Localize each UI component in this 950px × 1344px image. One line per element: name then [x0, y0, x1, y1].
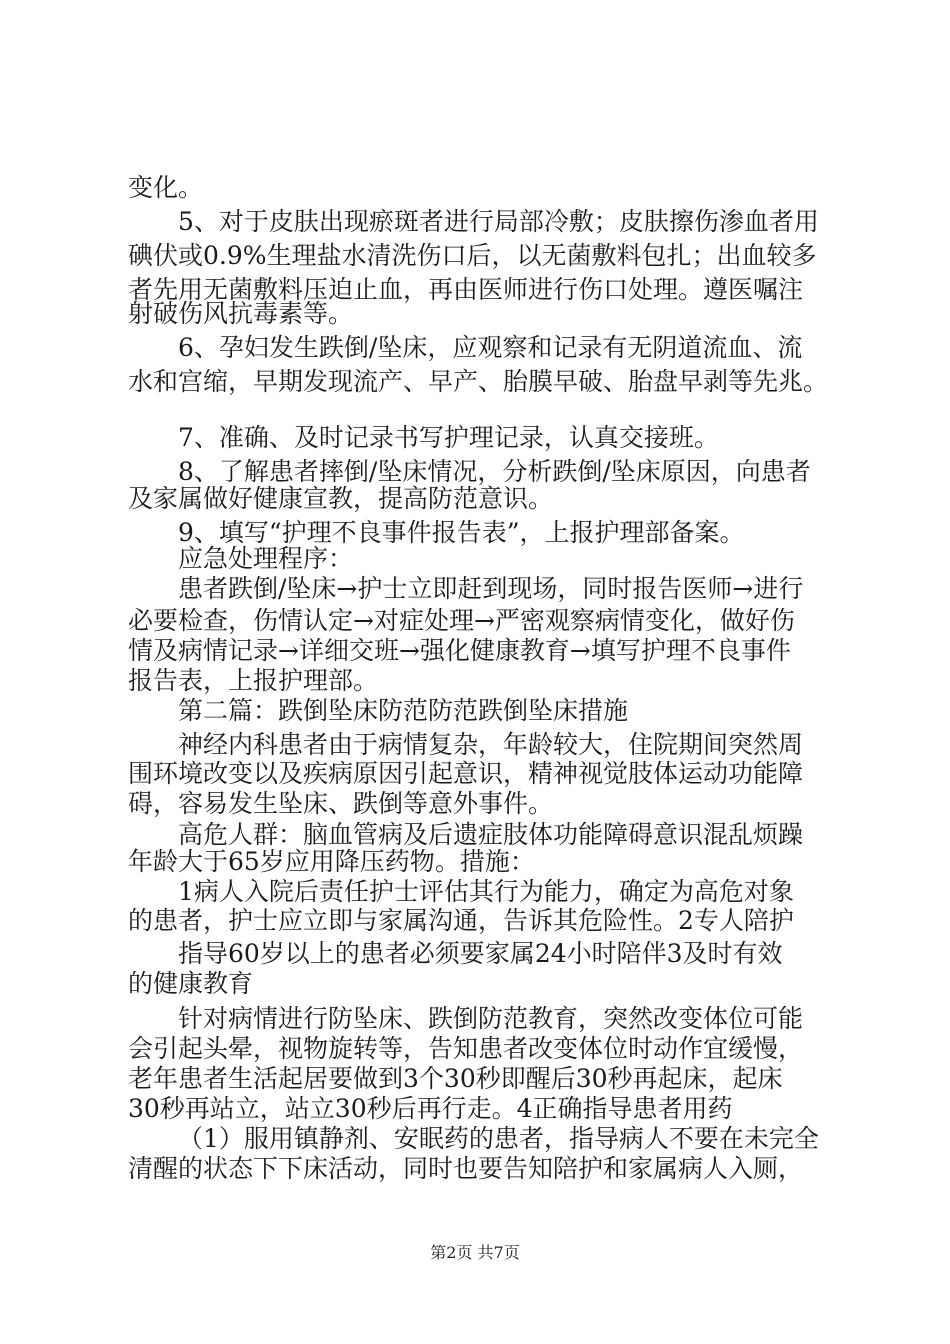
text-line: 患者跌倒/坠床→护士立即赶到现场，同时报告医师→进行 — [178, 574, 804, 603]
text-line: 的健康教育 — [128, 969, 254, 998]
text-line: 射破伤风抗毒素等。 — [128, 299, 354, 328]
text-line: 老年患者生活起居要做到3个30秒即醒后30秒再起床，起床 — [128, 1064, 783, 1093]
text-line: 应急处理程序： — [178, 544, 354, 573]
text-line: 1病人入院后责任护士评估其行为能力，确定为高危对象 — [178, 877, 794, 906]
text-line: 神经内科患者由于病情复杂，年龄较大，住院期间突然周 — [178, 730, 804, 759]
text-line: 及家属做好健康宣教，提高防范意识。 — [128, 484, 554, 513]
text-line: 8、了解患者摔倒/坠床情况，分析跌倒/坠床原因，向患者 — [178, 457, 811, 486]
text-line: 针对病情进行防坠床、跌倒防范教育，突然改变体位可能 — [178, 1004, 804, 1033]
text-line: 30秒再站立，站立30秒后再行走。4正确指导患者用药 — [128, 1094, 733, 1123]
text-line: 高危人群：脑血管病及后遗症肢体功能障碍意识混乱烦躁 — [178, 820, 804, 849]
text-line: 9、填写“护理不良事件报告表”，上报护理部备案。 — [178, 518, 745, 547]
text-line: 围环境改变以及疾病原因引起意识，精神视觉肢体运动功能障 — [128, 759, 804, 788]
text-line: （1）服用镇静剂、安眠药的患者，指导病人不要在未完全 — [178, 1124, 819, 1153]
text-line: 碘伏或0.9%生理盐水清洗伤口后，以无菌敷料包扎；出血较多 — [128, 241, 817, 270]
text-line: 会引起头晕，视物旋转等，告知患者改变体位时动作宜缓慢， — [128, 1034, 804, 1063]
text-line: 水和宫缩，早期发现流产、早产、胎膜早破、胎盘早剥等先兆。 — [128, 367, 829, 396]
text-line: 7、准确、及时记录书写护理记录，认真交接班。 — [178, 423, 719, 452]
text-line: 5、对于皮肤出现瘀斑者进行局部冷敷；皮肤擦伤渗血者用 — [178, 207, 819, 236]
text-line: 情及病情记录→详细交班→强化健康教育→填写护理不良事件 — [128, 636, 791, 665]
page-number-footer: 第2页 共7页 — [430, 1243, 520, 1262]
text-line: 碍，容易发生坠床、跌倒等意外事件。 — [128, 789, 554, 818]
text-line: 变化。 — [128, 173, 204, 202]
text-line: 6、孕妇发生跌倒/坠床，应观察和记录有无阴道流血、流 — [178, 333, 803, 362]
text-line: 者先用无菌敷料压迫止血，再由医师进行伤口处理。遵医嘱注 — [128, 275, 804, 304]
text-line: 必要检查，伤情认定→对症处理→严密观察病情变化，做好伤 — [128, 606, 795, 635]
text-line: 第二篇：跌倒坠床防范防范跌倒坠床措施 — [178, 696, 629, 725]
text-line: 报告表，上报护理部。 — [128, 666, 379, 695]
text-line: 的患者，护士应立即与家属沟通，告诉其危险性。2专人陪护 — [128, 906, 794, 935]
text-line: 指导60岁以上的患者必须要家属24小时陪伴3及时有效 — [178, 939, 783, 968]
text-line: 清醒的状态下下床活动，同时也要告知陪护和家属病人入厕， — [128, 1154, 804, 1183]
text-line: 年龄大于65岁应用降压药物。措施： — [128, 847, 535, 876]
